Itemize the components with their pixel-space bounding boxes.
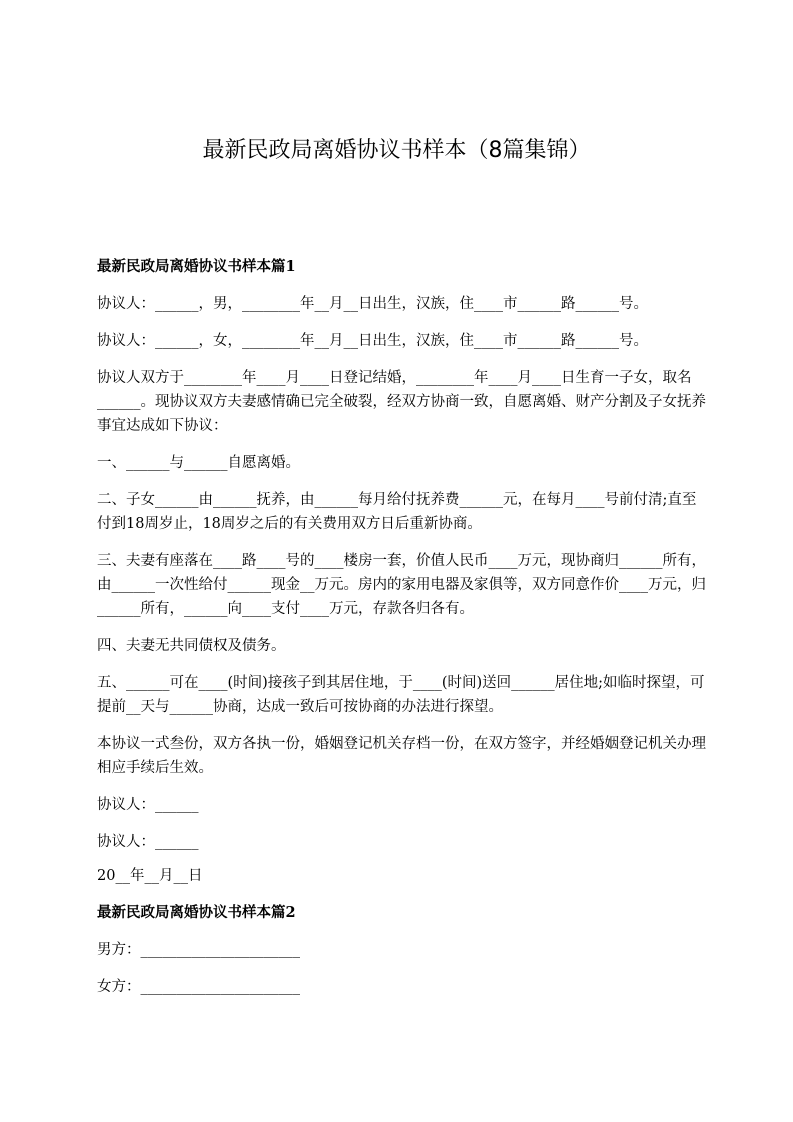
document-title: 最新民政局离婚协议书样本（8篇集锦） (202, 138, 591, 163)
section-1-heading: 最新民政局离婚协议书样本篇1 (97, 258, 296, 275)
signature-line-2: 协议人：______ (97, 834, 199, 850)
clause-4: 四、夫妻无共同债权及债务。 (97, 638, 286, 654)
clause-5: 五、______可在____(时间)接孩子到其居住地，于____(时间)送回______居住地;如临时探望，可提前__天与______协商，达成一致后可按协商的办法进行探望。 (97, 675, 705, 715)
party-female-line: 协议人：______，女，________年__月__日出生，汉族，住____市______路______号。 (97, 333, 648, 349)
date-line: 20__年__月__日 (97, 868, 203, 884)
signature-line-1: 协议人：______ (97, 797, 199, 813)
party-male-line: 协议人：______，男，________年__月__日出生，汉族，住____市______路______号。 (97, 296, 648, 312)
clause-3: 三、夫妻有座落在____路____号的____楼房一套，价值人民币____万元，现协商归______所有，由______一次性给付______现金__万元。房内的家用电器及家俱等，双方同意作价____万元，归______所有，______向____支付____万元，存款各归各有。 (97, 553, 706, 617)
clause-2: 二、子女______由______抚养，由______每月给付抚养费______元，在每月____号前付清;直至付到18周岁止，18周岁之后的有关费用双方日后重新协商。 (97, 492, 697, 532)
clause-1: 一、______与______自愿离婚。 (97, 455, 300, 471)
marriage-info-paragraph: 协议人双方于________年____月____日登记结婚，________年____月____日生育一子女，取名______。现协议双方夫妻感情确已完全破裂，经双方协商一致，自愿离婚、财产分割及子女抚养事宜达成如下协议： (97, 370, 706, 434)
section-2-heading: 最新民政局离婚协议书样本篇2 (97, 904, 296, 921)
husband-line: 男方：______________________ (97, 942, 300, 958)
document-body (97, 255, 709, 1012)
wife-line: 女方：______________________ (97, 979, 300, 995)
effectiveness-paragraph: 本协议一式叁份，双方各执一份，婚姻登记机关存档一份，在双方签字，并经婚姻登记机关办理相应手续后生效。 (97, 736, 706, 776)
